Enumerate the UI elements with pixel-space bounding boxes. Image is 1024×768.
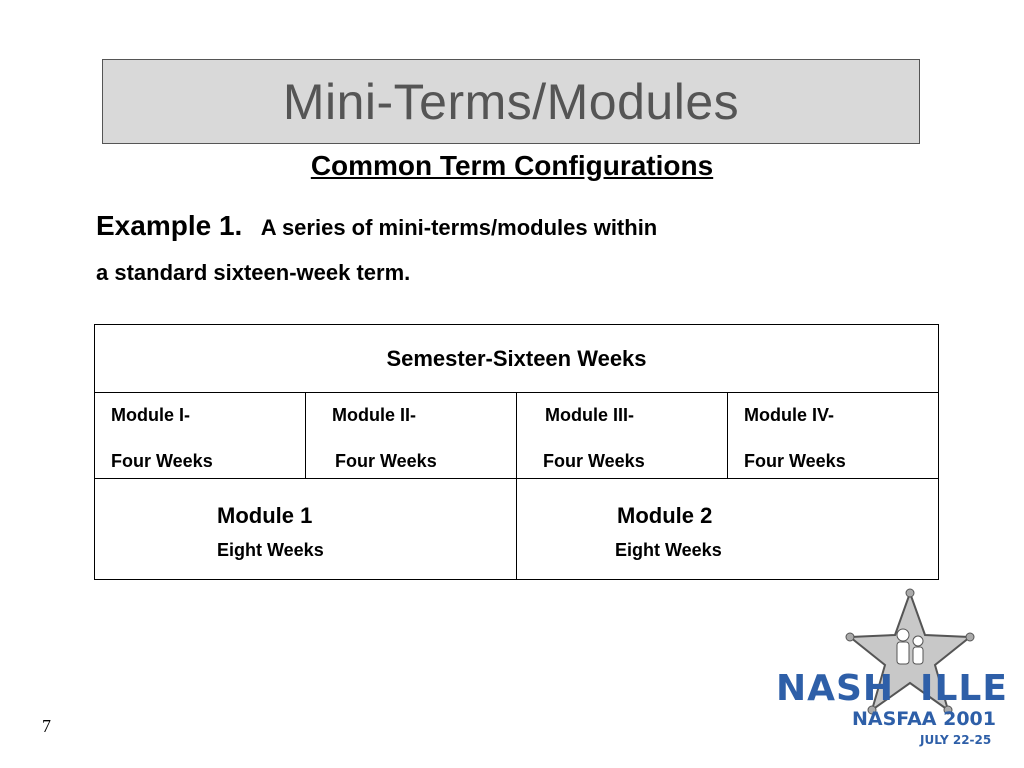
logo-event-name: NASFAA 2001 [852,708,996,730]
semester-row [95,325,938,393]
example-block [96,205,896,297]
module-name: Module I- [111,405,190,425]
module-name: Module 1 [217,503,313,528]
module-length: Four Weeks [111,451,213,471]
module-length: Four Weeks [335,451,437,471]
module-length: Four Weeks [543,451,645,471]
logo-wordmark: NASH ILLE [776,668,1008,709]
page-number: 7 [42,716,51,736]
module-name: Module III- [545,405,634,425]
title-box [102,59,920,144]
four-week-modules-row [95,393,938,479]
eight-week-modules-row [95,479,938,579]
module-length: Four Weeks [744,451,846,471]
term-configuration-table [94,324,939,580]
example-label: Example 1. [96,210,243,241]
example-text-line2: a standard sixteen-week term. [96,260,411,285]
eight-week-cell-1 [95,479,516,579]
module-cell-3 [516,393,727,478]
module-name: Module IV- [744,405,834,425]
module-cell-4 [727,393,938,478]
module-length: Eight Weeks [217,540,324,560]
slide-subtitle: Common Term Configurations [310,150,714,181]
example-text-line1: A series of mini-terms/modules within [260,215,658,240]
logo-event-dates: JULY 22-25 [920,733,992,747]
module-name: Module 2 [617,503,713,528]
semester-label: Semester-Sixteen Weeks [386,345,647,371]
module-cell-1 [95,393,305,478]
module-length: Eight Weeks [615,540,722,560]
module-name: Module II- [332,405,416,425]
slide-title: Mini-Terms/Modules [282,73,740,130]
eight-week-cell-2 [516,479,938,579]
module-cell-2 [305,393,516,478]
